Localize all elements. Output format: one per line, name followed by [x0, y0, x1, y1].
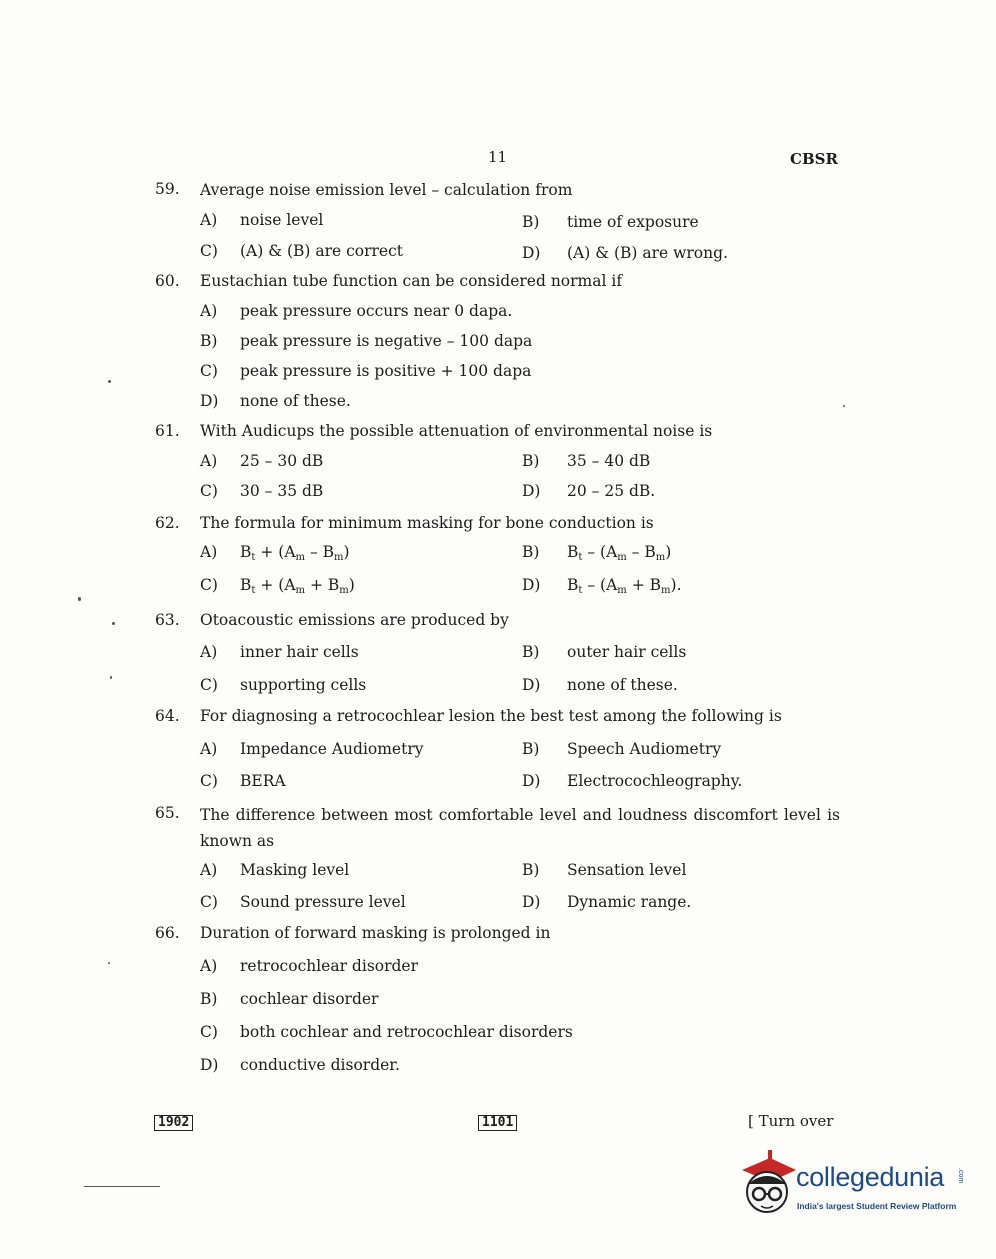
option-a: Impedance Audiometry: [240, 740, 424, 758]
logo-wordmark: collegedunia: [796, 1162, 945, 1192]
question-text: The formula for minimum masking for bone conduction is: [200, 514, 654, 532]
option-label: D): [200, 392, 219, 410]
option-d: (A) & (B) are wrong.: [567, 244, 728, 262]
option-label: D): [522, 576, 541, 594]
option-label: C): [200, 362, 218, 380]
option-label: B): [522, 861, 540, 879]
question-text: Average noise emission level – calculation from: [200, 181, 573, 199]
option-b: outer hair cells: [567, 643, 687, 661]
option-b: Sensation level: [567, 861, 687, 879]
question-text: Duration of forward masking is prolonged in: [200, 924, 551, 942]
option-label: D): [522, 244, 541, 262]
question-number: 65.: [155, 804, 180, 822]
question-text: The difference between most comfortable level and loudness discomfort level is known as: [200, 806, 840, 850]
mascot-icon: [736, 1148, 798, 1224]
option-label: B): [522, 213, 540, 231]
option-b: 35 – 40 dB: [567, 452, 651, 470]
option-label: C): [200, 772, 218, 790]
scan-speck: [78, 597, 81, 601]
question-number: 64.: [155, 707, 180, 725]
option-c: supporting cells: [240, 676, 367, 694]
footer-booklet-code: 1902: [154, 1115, 193, 1131]
option-a: peak pressure occurs near 0 dapa.: [240, 302, 513, 320]
option-label: D): [200, 1056, 219, 1074]
option-d: Dynamic range.: [567, 893, 692, 911]
option-b: peak pressure is negative – 100 dapa: [240, 332, 533, 350]
option-label: C): [200, 676, 218, 694]
question-number: 60.: [155, 272, 180, 290]
option-c: (A) & (B) are correct: [240, 242, 404, 260]
option-d: conductive disorder.: [240, 1056, 400, 1074]
option-b: $B_t - (A_m - B_m)$: [567, 543, 672, 563]
option-label: C): [200, 482, 218, 500]
option-c: $B_t + (A_m + B_m)$: [240, 576, 355, 596]
option-c: both cochlear and retrocochlear disorders: [240, 1023, 573, 1041]
question-text: Otoacoustic emissions are produced by: [200, 611, 509, 629]
logo-tagline: India's largest Student Review Platform: [797, 1201, 957, 1211]
option-label: D): [522, 772, 541, 790]
turn-over-note: [ Turn over: [748, 1112, 834, 1130]
question-number: 62.: [155, 514, 180, 532]
option-label: C): [200, 242, 218, 260]
option-label: A): [200, 543, 218, 561]
option-a: inner hair cells: [240, 643, 359, 661]
option-label: B): [522, 543, 540, 561]
logo-domain: .com: [957, 1168, 964, 1184]
option-label: D): [522, 676, 541, 694]
option-a: noise level: [240, 211, 324, 229]
option-a: 25 – 30 dB: [240, 452, 324, 470]
option-c: Sound pressure level: [240, 893, 406, 911]
option-label: B): [200, 990, 218, 1008]
question-text: For diagnosing a retrocochlear lesion the best test among the following is: [200, 707, 782, 725]
option-label: A): [200, 302, 218, 320]
option-d: none of these.: [567, 676, 678, 694]
option-label: B): [200, 332, 218, 350]
option-c: peak pressure is positive + 100 dapa: [240, 362, 532, 380]
question-number: 63.: [155, 611, 180, 629]
question-number: 59.: [155, 180, 180, 198]
option-label: D): [522, 893, 541, 911]
option-label: B): [522, 740, 540, 758]
option-b: Speech Audiometry: [567, 740, 722, 758]
option-b: time of exposure: [567, 213, 699, 231]
option-d: none of these.: [240, 392, 351, 410]
option-label: C): [200, 576, 218, 594]
scan-speck: [110, 676, 112, 679]
option-a: $B_t + (A_m - B_m)$: [240, 543, 350, 563]
option-label: B): [522, 643, 540, 661]
option-label: C): [200, 893, 218, 911]
footer-rule: [84, 1186, 160, 1187]
option-label: A): [200, 861, 218, 879]
scan-speck: [108, 380, 111, 383]
collegedunia-logo: [736, 1148, 964, 1224]
option-d: 20 – 25 dB.: [567, 482, 656, 500]
option-a: Masking level: [240, 861, 350, 879]
footer-page-code: 1101: [478, 1115, 517, 1131]
page-number: 11: [488, 148, 508, 166]
option-label: A): [200, 643, 218, 661]
scan-speck: [112, 622, 115, 625]
option-d: Electrocochleography.: [567, 772, 743, 790]
option-d: $B_t - (A_m + B_m)$.: [567, 576, 682, 596]
question-number: 66.: [155, 924, 180, 942]
option-label: C): [200, 1023, 218, 1041]
option-label: D): [522, 482, 541, 500]
option-c: BERA: [240, 772, 286, 790]
paper-code: CBSR: [790, 150, 838, 168]
option-label: B): [522, 452, 540, 470]
option-label: A): [200, 452, 218, 470]
option-label: A): [200, 740, 218, 758]
option-c: 30 – 35 dB: [240, 482, 324, 500]
option-label: A): [200, 211, 218, 229]
question-text: With Audicups the possible attenuation of environmental noise is: [200, 422, 713, 440]
option-label: A): [200, 957, 218, 975]
scan-speck: [108, 962, 110, 964]
option-a: retrocochlear disorder: [240, 957, 419, 975]
question-text: Eustachian tube function can be considered normal if: [200, 272, 623, 290]
question-number: 61.: [155, 422, 180, 440]
scan-speck: [843, 405, 845, 407]
option-b: cochlear disorder: [240, 990, 379, 1008]
